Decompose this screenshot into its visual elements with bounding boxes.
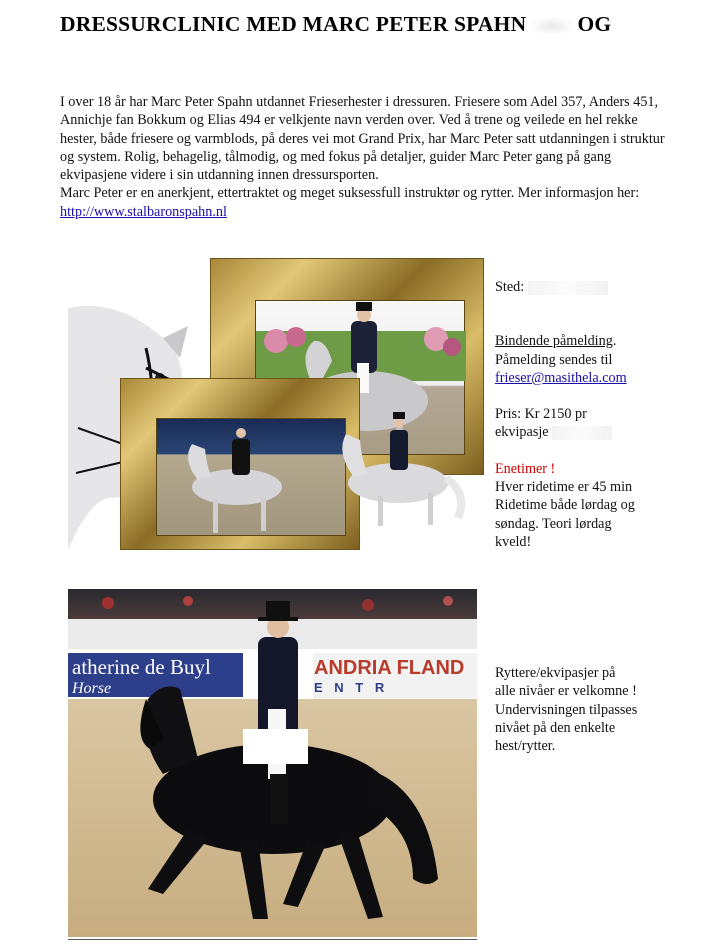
email-link[interactable]: frieser@masithela.com (495, 369, 627, 386)
friesian-horse-photo (68, 589, 477, 937)
price-line-1: Pris: Kr 2150 pr (495, 406, 587, 423)
banner-right-line-2: E N T R (314, 680, 389, 695)
rider-grey-horse-small (318, 408, 478, 528)
levels-line-2: alle nivåer er velkomne ! (495, 683, 637, 700)
binding-registration-label: Bindende påmelding (495, 333, 613, 350)
registration-note: Påmelding sendes til (495, 351, 613, 368)
lesson-days-2: søndag. Teori lørdag (495, 515, 612, 532)
lesson-days-1: Ridetime både lørdag og (495, 497, 635, 514)
website-link[interactable]: http://www.stalbaronspahn.nl (60, 203, 227, 220)
price-line-2 (495, 423, 695, 441)
page-title (60, 12, 611, 37)
event-info (495, 278, 695, 551)
intro-text (60, 93, 675, 221)
redacted-text (532, 18, 572, 34)
title-text: DRESSURCLINIC MED MARC PETER SPAHN (60, 12, 527, 36)
banner-right-line-1: ANDRIA FLAND (314, 657, 465, 679)
banner-right (314, 657, 464, 695)
location-label: Sted: (495, 279, 525, 295)
intro-paragraph-2-text: Marc Peter er en anerkjent, ettertraktet og meget suksessfull instruktør og rytter. Mer informasjon her: (60, 185, 640, 202)
banner-left-line-2: Horse (72, 680, 112, 697)
binding-dot: . (612, 333, 617, 350)
divider-line (68, 939, 477, 940)
redacted-price-detail (552, 426, 612, 440)
binding-registration (495, 332, 695, 350)
price-unit: ekvipasje (495, 424, 549, 441)
levels-line-1: Ryttere/ekvipasjer på (495, 665, 616, 681)
intro-paragraph-2 (60, 184, 675, 221)
redacted-location (528, 281, 608, 295)
levels-line-5: hest/rytter. (495, 738, 556, 755)
banner-left (72, 655, 211, 698)
photo-collage (68, 258, 484, 550)
title-tail: OG (577, 12, 612, 36)
intro-paragraph-1: I over 18 år har Marc Peter Spahn utdannet Frieserhester i dressuren. Friesere som Adel 357, Anders 451, Annichje fan Bokkum og Elias 494 er velkjente navn verden over. Ved å trene og veilede en hel rekke hester, både friesere og varmblods, på deres vei mot Grand Prix, har Marc Peter satt utdanningen i struktur og system. Rolig, behagelig, tålmodig, og med fokus på detaljer, guider Marc Peter gang på gang ekvipasjene videre i sin utdanning innen dressursporten. (60, 94, 665, 184)
levels-line-4: nivået på den enkelte (495, 719, 616, 736)
banner-left-line-1: atherine de Buyl (72, 655, 211, 679)
lesson-duration: Hver ridetime er 45 min (495, 479, 633, 496)
private-lessons-heading: Enetimer ! (495, 460, 556, 477)
levels-line-3: Undervisningen tilpasses (495, 701, 638, 718)
location-line (495, 278, 695, 296)
lesson-days-3: kveld! (495, 533, 532, 550)
levels-info (495, 664, 695, 755)
